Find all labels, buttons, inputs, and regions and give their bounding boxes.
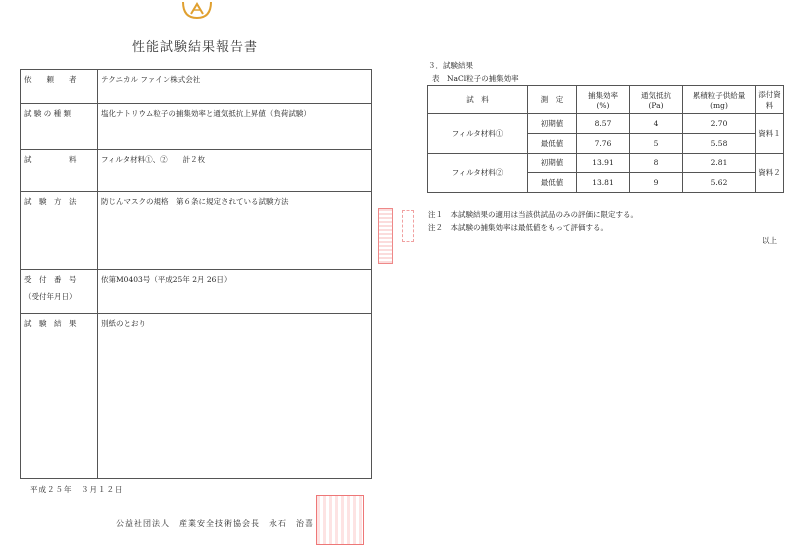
header-measure: 測 定 [528,86,577,114]
label-test-type: 試 験 の 種 類 [21,104,98,150]
form-row-client [21,70,372,104]
value-test-type: 塩化ナトリウム粒子の捕集効率と通気抵抗上昇値（負荷試験） [98,104,372,150]
sample-name: フィルタ材料② [428,153,528,193]
label-receipt [21,270,98,314]
label-result: 試 験 結 果 [21,314,98,479]
results-header-row [428,86,784,114]
supply-cell: 5.58 [683,133,756,153]
efficiency-cell: 13.91 [577,153,630,173]
header-supply: 累積粒子供給量 (mg) [683,86,756,114]
form-row-receipt [21,270,372,314]
notes [428,208,638,234]
label-method: 試 験 方 法 [21,192,98,270]
supply-cell: 5.62 [683,173,756,193]
efficiency-cell: 13.81 [577,173,630,193]
table-row [428,153,784,173]
supply-cell: 2.81 [683,153,756,173]
label-receipt-date: （受付年月日） [24,292,77,301]
value-sample: フィルタ材料①、② 計２枚 [98,150,372,192]
table-caption: 表 NaCl粒子の捕集効率 [432,74,519,83]
label-sample: 試 料 [21,150,98,192]
form-row-sample [21,150,372,192]
header-resistance: 通気抵抗 (Pa) [630,86,683,114]
note-1: 注１ 本試験結果の適用は当該供試品のみの評価に限定する。 [428,210,638,219]
measure-cell: 最低値 [528,173,577,193]
form-row-method [21,192,372,270]
value-result: 別紙のとおり [98,314,372,479]
sample-name: フィルタ材料① [428,114,528,154]
header-attachment: 添付資料 [756,86,784,114]
measure-cell: 初期値 [528,153,577,173]
note-2: 注２ 本試験の捕集効率は最低値をもって評価する。 [428,223,608,232]
measure-cell: 初期値 [528,114,577,134]
resistance-cell: 4 [630,114,683,134]
association-logo-icon [180,0,214,20]
attachment-cell: 資料２ [756,153,784,193]
efficiency-cell: 8.57 [577,114,630,134]
label-receipt-number: 受 付 番 号 [24,275,77,284]
resistance-cell: 5 [630,133,683,153]
issue-date: 平成２５年 ３月１２日 [30,485,124,494]
supply-cell: 2.70 [683,114,756,134]
document-title: 性能試験結果報告書 [131,40,258,55]
end-mark: 以上 [762,236,777,245]
form-row-test-type [21,104,372,150]
header-efficiency: 捕集効率 (%) [577,86,630,114]
resistance-cell: 8 [630,153,683,173]
official-seal-stamp [316,495,364,545]
efficiency-cell: 7.76 [577,133,630,153]
red-seal-stamp-tiny [402,210,414,242]
measure-cell: 最低値 [528,133,577,153]
value-method: 防じんマスクの規格 第６条に規定されている試験方法 [98,192,372,270]
results-table [427,85,784,193]
header-sample: 試 料 [428,86,528,114]
section-heading: ３．試験結果 [428,61,473,70]
value-receipt: 依第M0403号（平成25年 2月 26日） [98,270,372,314]
value-client: テクニカル ファイン株式会社 [98,70,372,104]
report-form-table [20,69,372,479]
table-row [428,114,784,134]
attachment-cell: 資料１ [756,114,784,154]
issuing-organization: 公益社団法人 産業安全技術協会長 永石 治喜 [116,519,314,528]
form-row-result [21,314,372,479]
label-client: 依 頼 者 [21,70,98,104]
red-seal-stamp-small [378,208,393,264]
resistance-cell: 9 [630,173,683,193]
